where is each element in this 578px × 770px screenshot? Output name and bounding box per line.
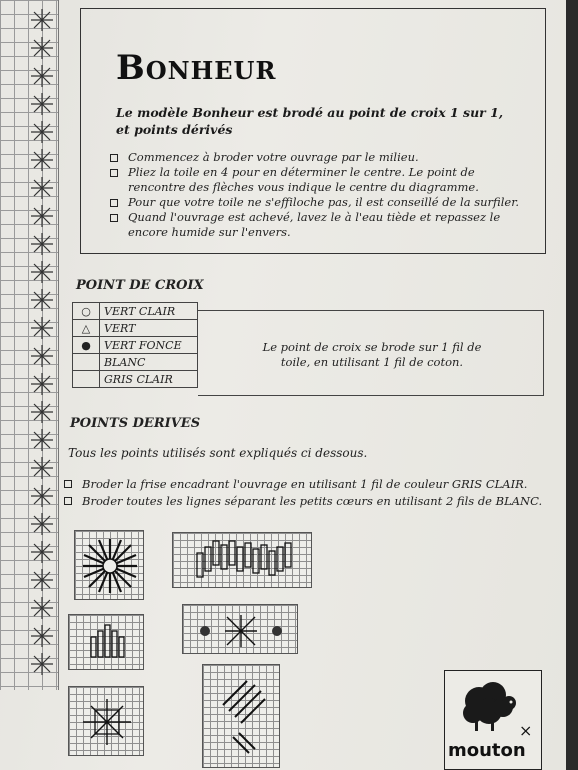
eyelets-drawing [183,605,299,655]
brand-mark: × [519,721,533,740]
color-row [73,354,198,371]
star-motif-icon [30,92,54,116]
instruction-item: Quand l'ouvrage est achevé, lavez le à l'eau tiède et repassez le encore humide sur l'envers. [110,210,520,240]
brand-name: mouton [448,740,526,761]
star-motif-icon [30,8,54,32]
section-heading-cross-stitch: POINT DE CROIX [76,278,204,293]
checkbox-bullet-icon [64,497,72,505]
star-motif-icon [30,232,54,256]
instruction-list [110,150,520,240]
star-motif-icon [30,260,54,284]
symbol-cell [73,354,100,371]
rule-item: Broder la frise encadrant l'ouvrage en utilisant 1 fil de couleur GRIS CLAIR. [64,476,554,493]
color-key-table [72,302,198,388]
star-motif-icon [30,400,54,424]
star-motif-icon [30,148,54,172]
symbol-cell: ● [73,337,100,354]
instruction-item: Pliez la toile en 4 pour en déterminer le centre. Le point de rencontre des flèches vous indique le centre du diagramme. [110,165,520,195]
star-motif-icon [30,64,54,88]
star-motif-icon [30,456,54,480]
star-motif-icon [30,596,54,620]
derived-intro: Tous les points utilisés sont expliqués ci dessous. [68,446,368,460]
checkbox-bullet-icon [110,169,118,177]
columns-drawing [69,615,145,671]
color-row [73,320,198,337]
star-motif-icon [30,540,54,564]
star-motif-icon [30,372,54,396]
stitch-diagram-eyelets [182,604,298,654]
color-row [73,303,198,320]
star-motif-icon [30,484,54,508]
stitch-diagram-diagonal [202,664,280,768]
color-row [73,337,198,354]
color-name: VERT CLAIR [100,303,198,320]
satin-band-drawing [173,533,313,589]
page-title: Bonheur [116,48,277,88]
color-name: BLANC [100,354,198,371]
symbol-cell: ○ [73,303,100,320]
stitch-diagram-star [74,530,144,600]
star-motif-icon [30,36,54,60]
color-name: VERT [100,320,198,337]
symbol-cell [73,371,100,388]
star-motif-icon [30,624,54,648]
star-motif-icon [30,344,54,368]
checkbox-bullet-icon [110,214,118,222]
stitch-diagram-satin-band [172,532,312,588]
star-motif-column [30,0,56,690]
star-motif-icon [30,316,54,340]
star-motif-icon [30,176,54,200]
instruction-item: Commencez à broder votre ouvrage par le milieu. [110,150,520,165]
subtitle: Le modèle Bonheur est brodé au point de croix 1 sur 1, et points dérivés [116,105,504,137]
derived-rules-list [64,476,554,510]
instruction-item: Pour que votre toile ne s'effiloche pas, il est conseillé de la surfiler. [110,195,520,210]
background-edge [566,0,578,770]
star-motif-icon [30,120,54,144]
section-heading-derived-stitches: POINTS DERIVES [70,416,201,431]
color-row [73,371,198,388]
stitch-diagram-algerian-eye [68,686,144,756]
stitch-diagram-columns [68,614,144,670]
stitch-note: Le point de croix se brode sur 1 fil de toile, en utilisant 1 fil de coton. [262,340,482,369]
color-name: GRIS CLAIR [100,371,198,388]
diagonal-drawing [203,665,281,769]
star-motif-icon [30,428,54,452]
checkbox-bullet-icon [64,480,72,488]
star-motif-icon [30,568,54,592]
star-motif-icon [30,652,54,676]
rule-item: Broder toutes les lignes séparant les petits cœurs en utilisant 2 fils de BLANC. [64,493,554,510]
star-motif-icon [30,204,54,228]
color-name: VERT FONCE [100,337,198,354]
symbol-cell: △ [73,320,100,337]
checkbox-bullet-icon [110,154,118,162]
checkbox-bullet-icon [110,199,118,207]
algerian-eye-drawing [69,687,145,757]
star-motif-icon [30,512,54,536]
star-stitch-drawing [75,531,145,601]
star-motif-icon [30,288,54,312]
